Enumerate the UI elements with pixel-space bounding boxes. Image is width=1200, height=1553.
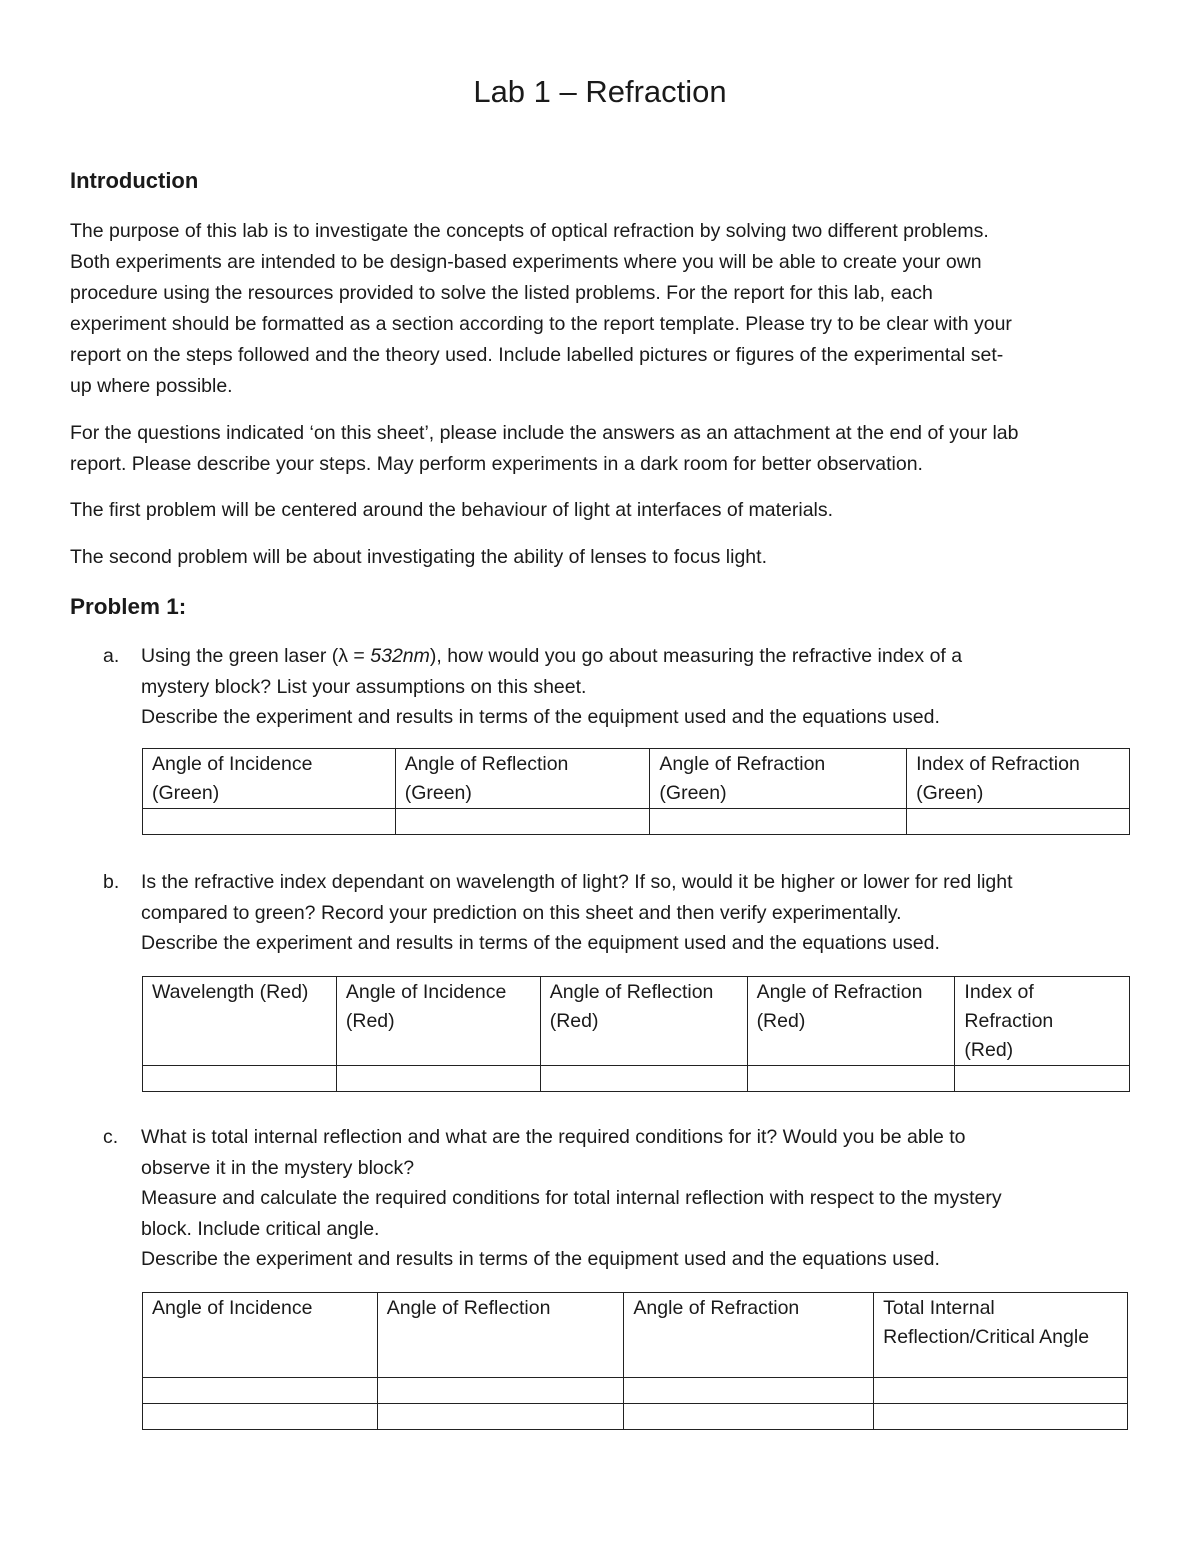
header-cell: Angle of Refraction: [624, 1293, 874, 1378]
text-line: Both experiments are intended to be design-based experiments where you will be able to create your own: [70, 251, 982, 273]
table-green-laser: [142, 748, 1130, 835]
intro-paragraph-3: [70, 495, 1140, 526]
question-line: mystery block? List your assumptions on this sheet.: [141, 675, 587, 698]
header-cell: Angle of Incidence (Green): [143, 749, 396, 809]
text-line: report on the steps followed and the theory used. Include labelled pictures or figures of the experimental set-: [70, 344, 1004, 366]
table-row: [143, 809, 1130, 835]
empty-cell[interactable]: [336, 1066, 540, 1092]
text-line: up where possible.: [70, 375, 233, 397]
table-header-row: [143, 977, 1130, 1066]
header-cell: Wavelength (Red): [143, 977, 337, 1066]
text-line: The first problem will be centered around the behaviour of light at interfaces of materials.: [70, 499, 834, 521]
header-cell: Angle of Incidence (Red): [336, 977, 540, 1066]
question-text: Using the green laser (λ =: [141, 645, 371, 667]
empty-cell[interactable]: [143, 1404, 378, 1430]
empty-cell[interactable]: [650, 809, 907, 835]
empty-cell[interactable]: [747, 1066, 955, 1092]
question-text: ), how would you go about measuring the refractive index of a: [429, 645, 963, 667]
question-letter: b.: [103, 871, 120, 893]
question-letter: c.: [103, 1126, 119, 1148]
table-red-laser: [142, 976, 1130, 1092]
question-letter: a.: [103, 645, 120, 667]
question-line: Describe the experiment and results in terms of the equipment used and the equations used.: [141, 932, 940, 954]
text-line: experiment should be formatted as a section according to the report template. Please try to be clear with your: [70, 313, 1012, 335]
header-cell: Index of Refraction (Green): [907, 749, 1130, 809]
empty-cell[interactable]: [874, 1378, 1128, 1404]
question-line: Is the refractive index dependant on wavelength of light? If so, would it be higher or lower for red light: [141, 871, 1013, 893]
text-line: For the questions indicated ‘on this sheet’, please include the answers as an attachment at the end of your lab: [70, 422, 1019, 444]
empty-cell[interactable]: [143, 809, 396, 835]
question-line: block. Include critical angle.: [141, 1217, 380, 1240]
introduction-heading: Introduction: [70, 168, 199, 193]
problem-1-heading: Problem 1:: [70, 594, 187, 619]
table-header-row: [143, 749, 1130, 809]
table-header-row: [143, 1293, 1128, 1378]
table-total-internal-reflection: [142, 1292, 1128, 1430]
empty-cell[interactable]: [907, 809, 1130, 835]
header-cell: Angle of Refraction (Red): [747, 977, 955, 1066]
table-row: [143, 1378, 1128, 1404]
empty-cell[interactable]: [955, 1066, 1130, 1092]
question-line: observe it in the mystery block?: [141, 1156, 415, 1179]
text-line: The second problem will be about investigating the ability of lenses to focus light.: [70, 546, 767, 568]
header-cell: Angle of Reflection: [377, 1293, 624, 1378]
empty-cell[interactable]: [143, 1066, 337, 1092]
empty-cell[interactable]: [143, 1378, 378, 1404]
intro-paragraph-4: [70, 542, 1140, 573]
empty-cell[interactable]: [395, 809, 650, 835]
header-cell: Total Internal Reflection/Critical Angle: [874, 1293, 1128, 1378]
empty-cell[interactable]: [624, 1404, 874, 1430]
text-line: report. Please describe your steps. May perform experiments in a dark room for better observation.: [70, 453, 923, 475]
question-line: Describe the experiment and results in terms of the equipment used and the equations used.: [141, 706, 940, 728]
header-cell: Angle of Refraction (Green): [650, 749, 907, 809]
empty-cell[interactable]: [377, 1404, 624, 1430]
question-line: compared to green? Record your prediction on this sheet and then verify experimentally.: [141, 901, 902, 924]
wavelength-value: 532nm: [370, 645, 430, 667]
intro-paragraph-2: [70, 418, 1140, 480]
header-cell: Angle of Reflection (Red): [540, 977, 747, 1066]
empty-cell[interactable]: [540, 1066, 747, 1092]
header-cell: Index of Refraction (Red): [955, 977, 1130, 1066]
question-line: Describe the experiment and results in terms of the equipment used and the equations used.: [141, 1248, 940, 1270]
question-line: Measure and calculate the required conditions for total internal reflection with respect to the mystery: [141, 1187, 1002, 1209]
text-line: procedure using the resources provided to solve the listed problems. For the report for this lab, each: [70, 282, 933, 304]
empty-cell[interactable]: [624, 1378, 874, 1404]
table-row: [143, 1404, 1128, 1430]
empty-cell[interactable]: [377, 1378, 624, 1404]
question-line: [141, 641, 1131, 672]
page-title: Lab 1 – Refraction: [473, 74, 727, 109]
intro-paragraph-1: [70, 216, 1140, 402]
header-cell: Angle of Incidence: [143, 1293, 378, 1378]
table-row: [143, 1066, 1130, 1092]
header-cell: Angle of Reflection (Green): [395, 749, 650, 809]
empty-cell[interactable]: [874, 1404, 1128, 1430]
text-line: The purpose of this lab is to investigate the concepts of optical refraction by solving two different problems.: [70, 220, 989, 242]
question-line: What is total internal reflection and what are the required conditions for it? Would you be able to: [141, 1126, 966, 1148]
